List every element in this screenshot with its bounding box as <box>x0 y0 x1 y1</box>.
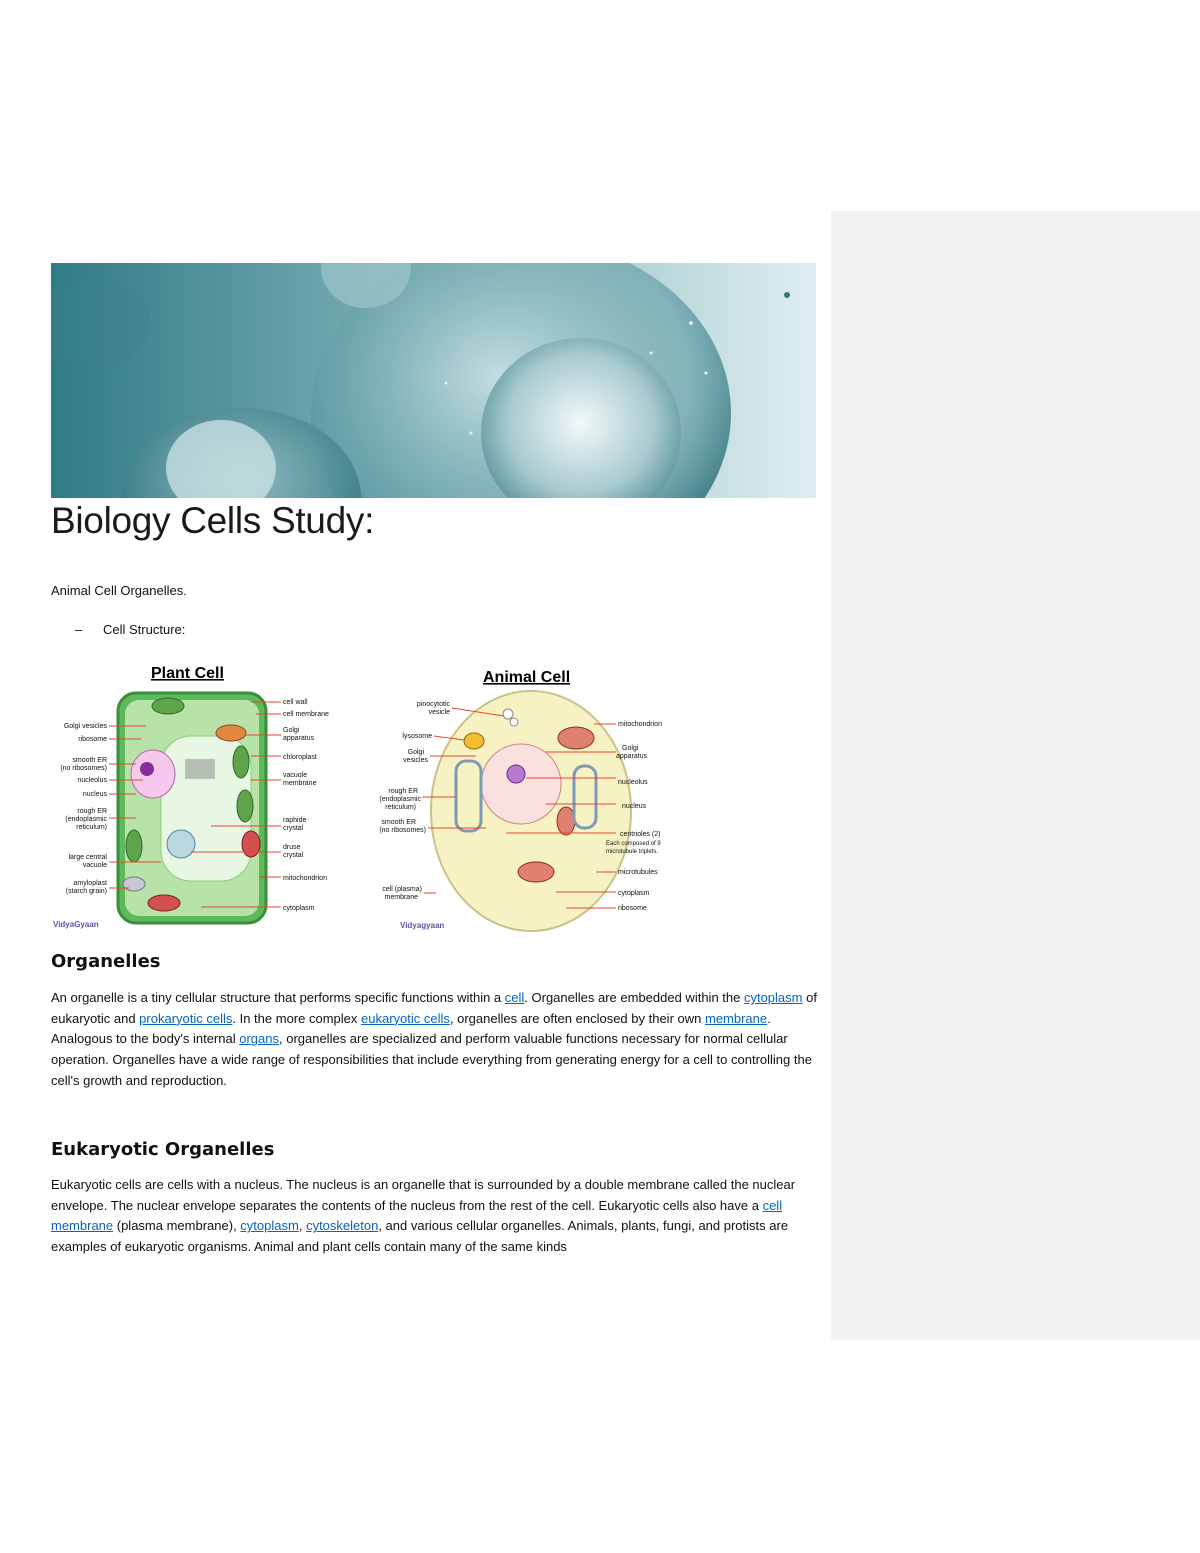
page-title: Biology Cells Study: <box>51 500 375 541</box>
svg-text:pinocytotic: pinocytotic <box>416 701 450 708</box>
svg-text:chloroplast: chloroplast <box>283 754 317 761</box>
plant-cell-heading: Plant Cell <box>151 665 224 682</box>
animal-cell-heading: Animal Cell <box>483 669 571 686</box>
svg-text:Golgi: Golgi <box>407 749 424 756</box>
plant-cell-diagram <box>51 656 351 939</box>
organelles-heading: Organelles <box>51 951 161 972</box>
svg-text:druse: druse <box>283 844 301 851</box>
svg-text:ribosome: ribosome <box>78 736 107 743</box>
banner-image <box>51 263 816 498</box>
link-cell[interactable]: cell <box>504 990 525 1005</box>
svg-text:Golgi: Golgi <box>283 727 300 734</box>
svg-text:reticulum): reticulum) <box>385 804 416 811</box>
link-membrane[interactable]: membrane <box>704 1010 768 1026</box>
svg-text:(no ribosomes): (no ribosomes) <box>379 827 426 834</box>
svg-text:(no ribosomes): (no ribosomes) <box>60 765 107 772</box>
svg-text:crystal: crystal <box>283 852 304 859</box>
link-cytoplasm-2[interactable]: cytoplasm <box>240 1218 299 1234</box>
comment-pane <box>831 211 1200 1340</box>
svg-text:lysosome: lysosome <box>402 733 432 740</box>
svg-text:Each composed of 9: Each composed of 9 <box>606 841 661 847</box>
svg-text:membrane: membrane <box>283 780 317 787</box>
link-prokaryotic-cells[interactable]: prokaryotic cells <box>139 1010 233 1026</box>
eukaryotic-heading: Eukaryotic Organelles <box>51 1139 275 1160</box>
link-cell-membrane[interactable]: cell membrane <box>51 1197 783 1234</box>
svg-text:membrane: membrane <box>384 894 418 901</box>
bullet-marker: – <box>75 622 83 637</box>
svg-text:cytoplasm: cytoplasm <box>618 890 650 897</box>
svg-text:cell (plasma): cell (plasma) <box>382 886 422 893</box>
svg-text:smooth ER: smooth ER <box>381 819 416 826</box>
svg-text:nucleolus: nucleolus <box>618 779 648 786</box>
bullet-text: Cell Structure: <box>103 622 186 637</box>
svg-text:rough ER: rough ER <box>77 808 107 815</box>
svg-text:vacuole: vacuole <box>283 772 308 779</box>
svg-text:nucleolus: nucleolus <box>77 777 107 784</box>
bullet-item <box>75 622 185 637</box>
svg-text:vesicle: vesicle <box>428 709 450 716</box>
svg-text:centrioles (2): centrioles (2) <box>620 831 661 838</box>
svg-text:large central: large central <box>68 854 107 861</box>
svg-text:Golgi: Golgi <box>622 745 639 752</box>
svg-text:microtubule triplets.: microtubule triplets. <box>606 849 659 855</box>
animal-cell-credit: Vidyagyaan <box>400 921 445 930</box>
link-cytoplasm[interactable]: cytoplasm <box>743 990 803 1005</box>
svg-text:cytoplasm: cytoplasm <box>283 905 315 912</box>
svg-text:mitochondrion: mitochondrion <box>618 721 662 728</box>
svg-text:apparatus: apparatus <box>616 753 648 760</box>
svg-text:ribosome: ribosome <box>618 905 647 912</box>
link-eukaryotic-cells[interactable]: eukaryotic cells <box>361 1010 450 1026</box>
svg-text:vacuole: vacuole <box>82 862 107 869</box>
svg-text:amyloplast: amyloplast <box>73 880 107 887</box>
svg-text:(endoplasmic: (endoplasmic <box>65 816 107 823</box>
svg-text:nucleus: nucleus <box>622 803 647 810</box>
link-organs[interactable]: organs <box>239 1031 279 1047</box>
svg-text:mitochondrion: mitochondrion <box>283 875 327 882</box>
subtitle: Animal Cell Organelles. <box>51 583 187 598</box>
eukaryotic-paragraph: Eukaryotic cells are cells with a nucleus. The nucleus is an organelle that is surrounded by a double membrane called the nuclear envelope. The nuclear envelope separates the contents of the nucleus from the rest of the cell. Eukaryotic cells also have a cell membrane (plasma membrane), cytoplasm, cytoskeleton, and various cellular organelles. Animals, plants, fungi, and protists are examples of eukaryotic organisms. Animal and plant cells contain many of the same kinds <box>51 1177 796 1255</box>
svg-text:nucleus: nucleus <box>82 791 107 798</box>
link-cytoskeleton[interactable]: cytoskeleton <box>306 1218 379 1234</box>
svg-text:microtubules: microtubules <box>618 869 658 876</box>
svg-text:rough ER: rough ER <box>388 788 418 795</box>
svg-text:apparatus: apparatus <box>283 735 315 742</box>
svg-text:raphide: raphide <box>283 817 307 824</box>
svg-text:cell wall: cell wall <box>283 699 308 706</box>
svg-text:crystal: crystal <box>283 825 304 832</box>
svg-text:vesicles: vesicles <box>403 757 428 764</box>
animal-cell-diagram <box>366 656 686 941</box>
svg-text:cell membrane: cell membrane <box>283 711 329 718</box>
svg-text:(endoplasmic: (endoplasmic <box>379 796 421 803</box>
organelles-paragraph: An organelle is a tiny cellular structure that performs specific functions within a cell. Organelles are embedded within the cytoplasm of eukaryotic and prokaryotic cells. In the more complex eukaryotic cells, organelles are often enclosed by their own membrane. Analogous to the body's internal organs, organelles are specialized and perform valuable functions necessary for normal cellular operation. Organelles have a wide range of responsibilities that include everything from generating energy for a cell to controlling the cell's growth and reproduction. <box>51 990 817 1088</box>
svg-text:(starch grain): (starch grain) <box>65 888 107 895</box>
plant-cell-credit: VidyaGyaan <box>53 920 99 929</box>
svg-text:Golgi vesicles: Golgi vesicles <box>63 723 107 730</box>
svg-text:reticulum): reticulum) <box>76 824 107 831</box>
svg-text:smooth ER: smooth ER <box>72 757 107 764</box>
